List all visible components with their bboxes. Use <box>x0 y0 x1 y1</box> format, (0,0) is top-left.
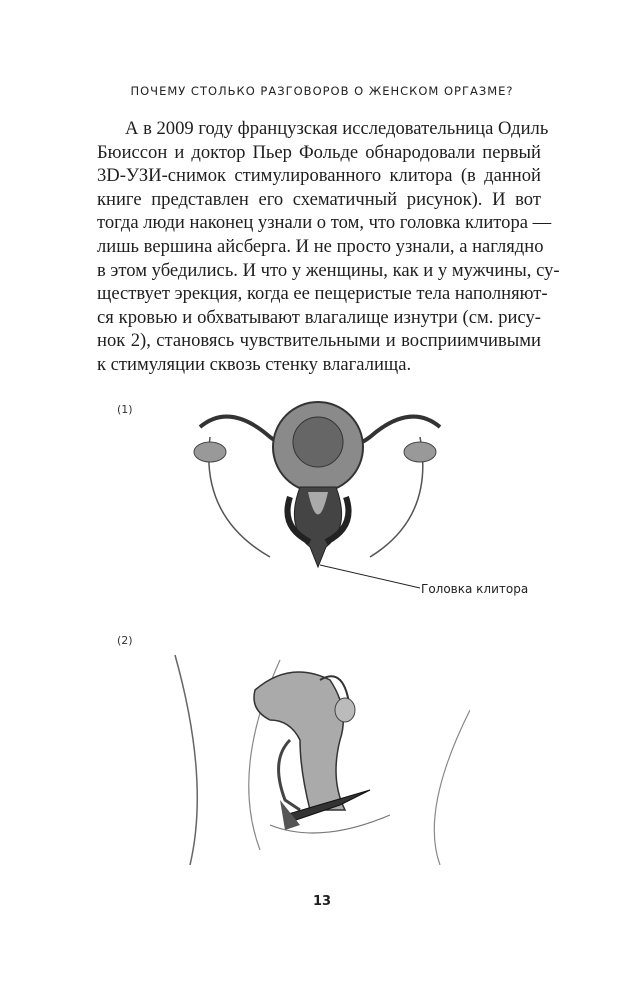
text-line: тогда люди наконец узнали о том, что головка клитора — <box>97 212 552 234</box>
figure-1-illustration <box>170 397 470 577</box>
figure-2-illustration <box>170 650 470 865</box>
text-line: А в 2009 году французская исследовательница Одиль <box>125 118 549 139</box>
text-line: ся кровью и обхватывают влагалище изнутри (см. рису- <box>97 306 541 328</box>
page-number: 13 <box>312 894 332 909</box>
text-line: ществует эрекция, когда ее пещеристые тела наполняют- <box>97 283 548 305</box>
text-line: лишь вершина айсберга. И не просто узнали, а наглядно <box>97 235 544 257</box>
body-paragraph <box>97 117 560 377</box>
running-header: ПОЧЕМУ СТОЛЬКО РАЗГОВОРОВ О ЖЕНСКОМ ОРГАЗМЕ? <box>130 84 514 98</box>
figure-1-label: (1) <box>117 403 133 416</box>
text-line: нок 2), становясь чувствительными и восприимчивыми <box>97 330 541 352</box>
text-line: 3D-УЗИ-снимок стимулированного клитора (в данной <box>97 165 541 187</box>
text-line: в этом убедились. И что у женщины, как и у мужчины, су- <box>97 259 560 281</box>
text-line: к стимуляции сквозь стенку влагалища. <box>97 353 412 375</box>
callout-line <box>300 555 425 595</box>
text-line: Бюиссон и доктор Пьер Фольде обнародовали первый <box>97 141 541 163</box>
figure-2-label: (2) <box>117 634 133 647</box>
text-line: книге представлен его схематичный рисунок). И вот <box>97 188 541 210</box>
figure-1-callout: Головка клитора <box>421 582 529 596</box>
